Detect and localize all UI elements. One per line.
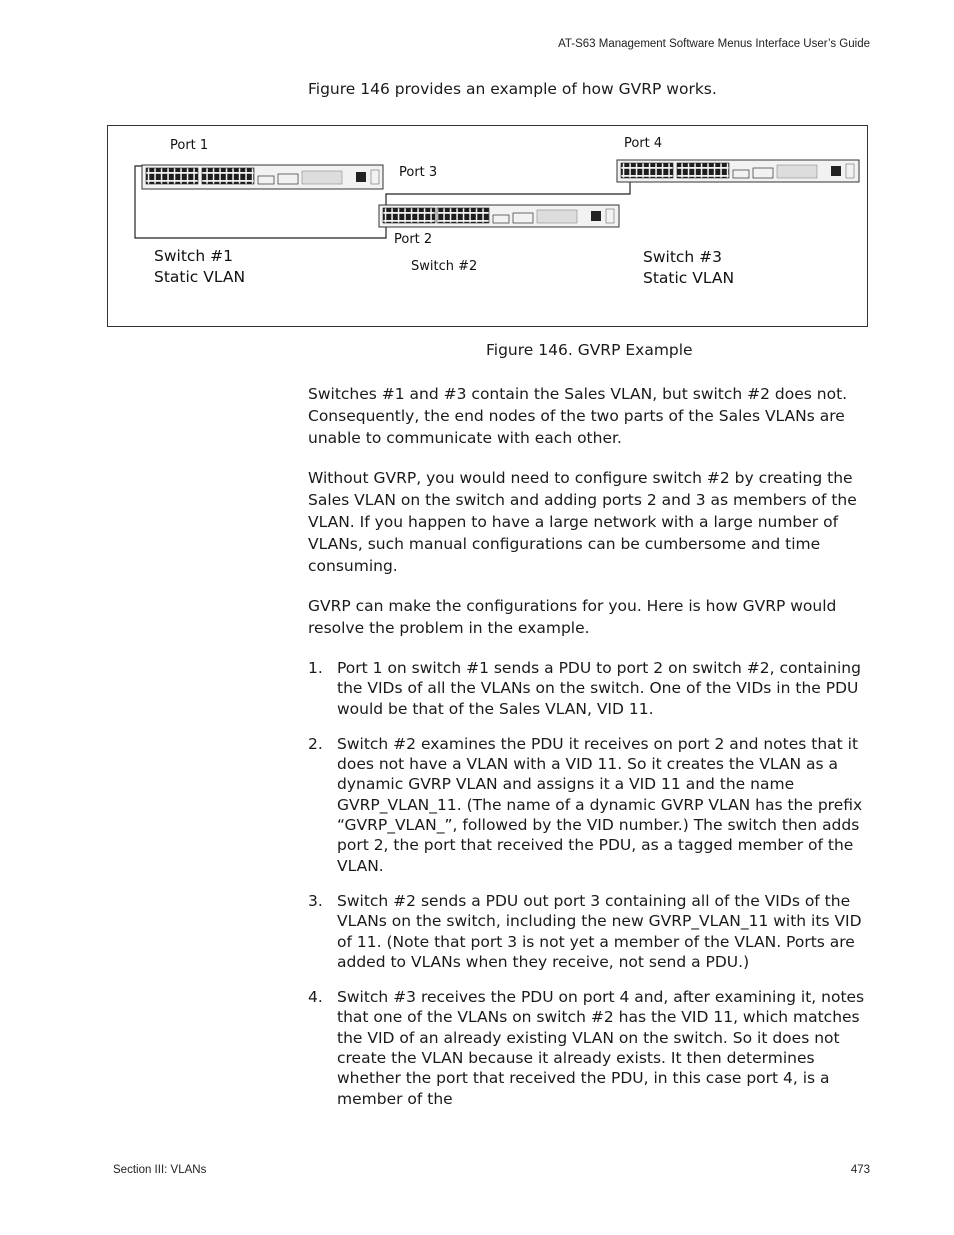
list-item: 2. Switch #2 examines the PDU it receives on port 2 and notes that it does not have a VLAN with a VID 11. So it creates the VLAN as a dynamic GVRP VLAN and assigns it a VID 11 and the name GVRP_VLAN_11. (The name of a dynamic GVRP VLAN has the prefix “GVRP_VLAN_”, followed by the VID number.) The switch then adds port 2, the port that received the PDU, as a tagged member of the VLAN. [308,734,863,875]
switch-3-label: Switch #3 Static VLAN [643,248,735,287]
paragraph-2: Without GVRP, you would need to configure switch #2 by creating the Sales VLAN on the switch and adding ports 2 and 3 as members of the VLAN. If you happen to have a large network with a large number of VLANs, such manual configurations can be cumbersome and time consuming. [308,469,857,575]
switch-3-device [617,160,859,182]
list-item: 3. Switch #2 sends a PDU out port 3 containing all of the VIDs of the VLANs on the switch, including the new GVRP_VLAN_11 with its VID of 11. (Note that port 3 is not yet a member of the VLAN. Ports are added to VLANs when they receive, not send a PDU.) [308,891,862,971]
figure-caption: Figure 146. GVRP Example [486,341,693,359]
port-1-label: Port 1 [170,138,209,153]
switch-2-label: Switch #2 [411,259,478,274]
switch-1-label: Switch #1 Static VLAN [154,247,246,286]
switch-2-device [379,205,619,227]
running-header: AT-S63 Management Software Menus Interface User’s Guide [558,38,870,50]
footer-section: Section III: VLANs [113,1164,207,1176]
list-item: 4. Switch #3 receives the PDU on port 4 and, after examining it, notes that one of the VLANs on switch #2 has the VID 11, which matches the VID of an already existing VLAN on the switch. So it does not create the VLAN because it already exists. It then determines whether the port that received the PDU, in this case port 4, is a member of the [308,988,865,1108]
port-2-label: Port 2 [394,232,433,247]
switch-1-device [142,165,383,189]
network-diagram [108,126,869,328]
paragraph-3: GVRP can make the configurations for you. Here is how GVRP would resolve the problem in the example. [308,597,837,637]
list-item: 1. Port 1 on switch #1 sends a PDU to port 2 on switch #2, containing the VIDs of all the VLANs on the switch. One of the VIDs in the PDU would be that of the Sales VLAN, VID 11. [308,659,861,718]
page-number: 473 [850,1164,870,1176]
cable-port3-port4 [386,182,630,206]
steps-list [308,658,873,1109]
port-3-label: Port 3 [399,165,438,180]
port-4-label: Port 4 [624,136,663,151]
intro-sentence: Figure 146 provides an example of how GVRP works. [308,80,717,98]
gvrp-figure [107,125,868,327]
paragraph-1: Switches #1 and #3 contain the Sales VLAN, but switch #2 does not. Consequently, the end nodes of the two parts of the Sales VLANs are unable to communicate with each other. [308,385,848,447]
